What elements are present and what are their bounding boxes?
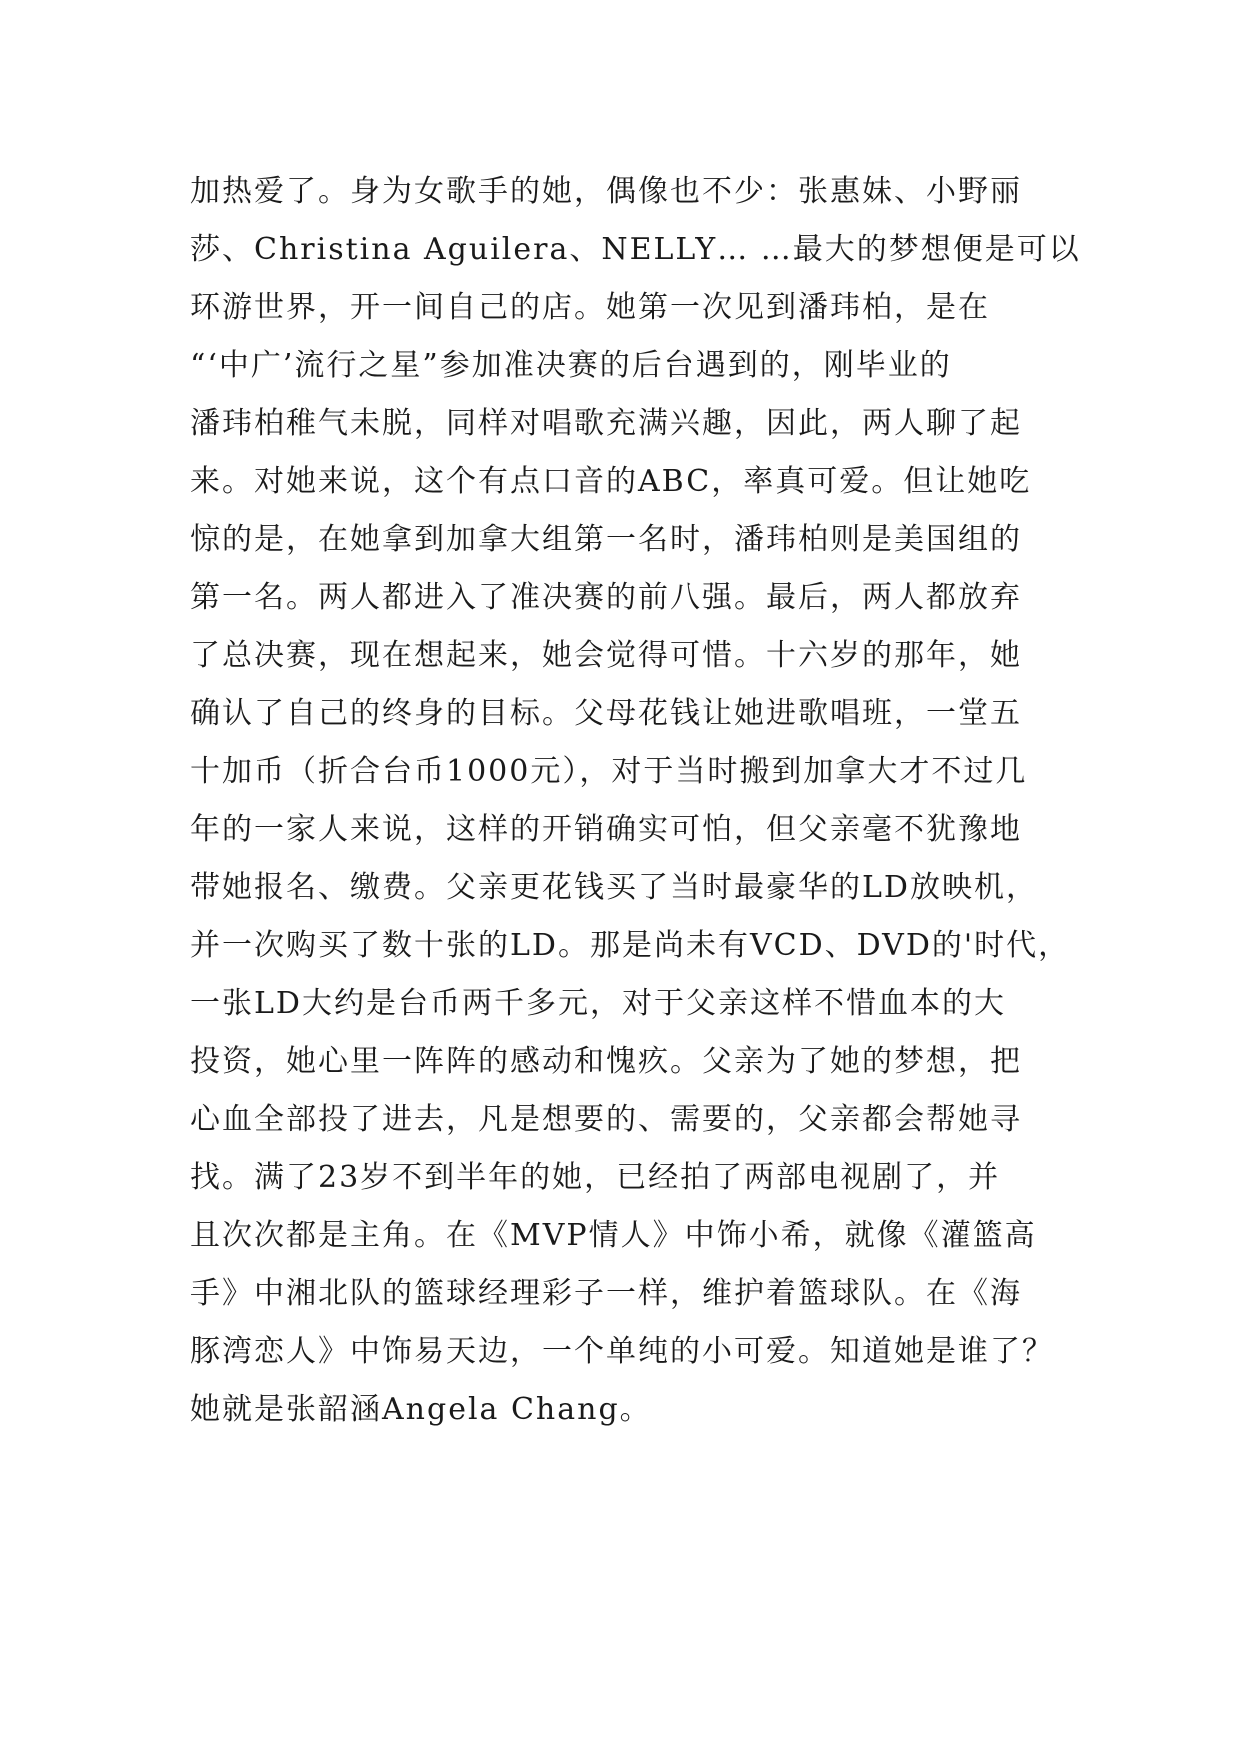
text-line: 来。对她来说，这个有点口音的ABC，率真可爱。但让她吃 xyxy=(190,464,1032,499)
text-line: 确认了自己的终身的目标。父母花钱让她进歌唱班，一堂五 xyxy=(190,696,1022,731)
text-line: 加热爱了。身为女歌手的她，偶像也不少：张惠妹、小野丽 xyxy=(190,174,1022,209)
text-line: 心血全部投了进去，凡是想要的、需要的，父亲都会帮她寻 xyxy=(190,1102,1022,1137)
text-line: 手》中湘北队的篮球经理彩子一样，维护着篮球队。在《海 xyxy=(190,1276,1022,1311)
text-line: 并一次购买了数十张的LD。那是尚未有VCD、DVD的'时代， xyxy=(190,928,1071,963)
text-line: 环游世界，开一间自己的店。她第一次见到潘玮柏，是在 xyxy=(190,290,990,325)
text-line: 且次次都是主角。在《MVP情人》中饰小希，就像《灌篮高 xyxy=(190,1218,1037,1253)
body-text xyxy=(190,163,1081,1439)
text-line: 找。满了23岁不到半年的她，已经拍了两部电视剧了，并 xyxy=(190,1160,1001,1195)
text-line: 投资，她心里一阵阵的感动和愧疚。父亲为了她的梦想，把 xyxy=(190,1044,1022,1079)
text-line: 一张LD大约是台币两千多元，对于父亲这样不惜血本的大 xyxy=(190,986,1006,1021)
text-line: 她就是张韶涵Angela Chang。 xyxy=(190,1392,652,1427)
text-line: 了总决赛，现在想起来，她会觉得可惜。十六岁的那年，她 xyxy=(190,638,1022,673)
text-line: 豚湾恋人》中饰易天边，一个单纯的小可爱。知道她是谁了？ xyxy=(190,1334,1054,1369)
text-line: 十加币（折合台币1000元），对于当时搬到加拿大才不过几 xyxy=(190,754,1028,789)
text-line: “‘中广’流行之星”参加准决赛的后台遇到的，刚毕业的 xyxy=(190,348,952,383)
text-line: 惊的是，在她拿到加拿大组第一名时，潘玮柏则是美国组的 xyxy=(190,522,1022,557)
text-line: 潘玮柏稚气未脱，同样对唱歌充满兴趣，因此，两人聊了起 xyxy=(190,406,1022,441)
text-line: 第一名。两人都进入了准决赛的前八强。最后，两人都放弃 xyxy=(190,580,1022,615)
text-line: 带她报名、缴费。父亲更花钱买了当时最豪华的LD放映机， xyxy=(190,870,1038,905)
text-line: 莎、Christina Aguilera、NELLY… …最大的梦想便是可以 xyxy=(190,232,1081,267)
text-line: 年的一家人来说，这样的开销确实可怕，但父亲毫不犹豫地 xyxy=(190,812,1022,847)
